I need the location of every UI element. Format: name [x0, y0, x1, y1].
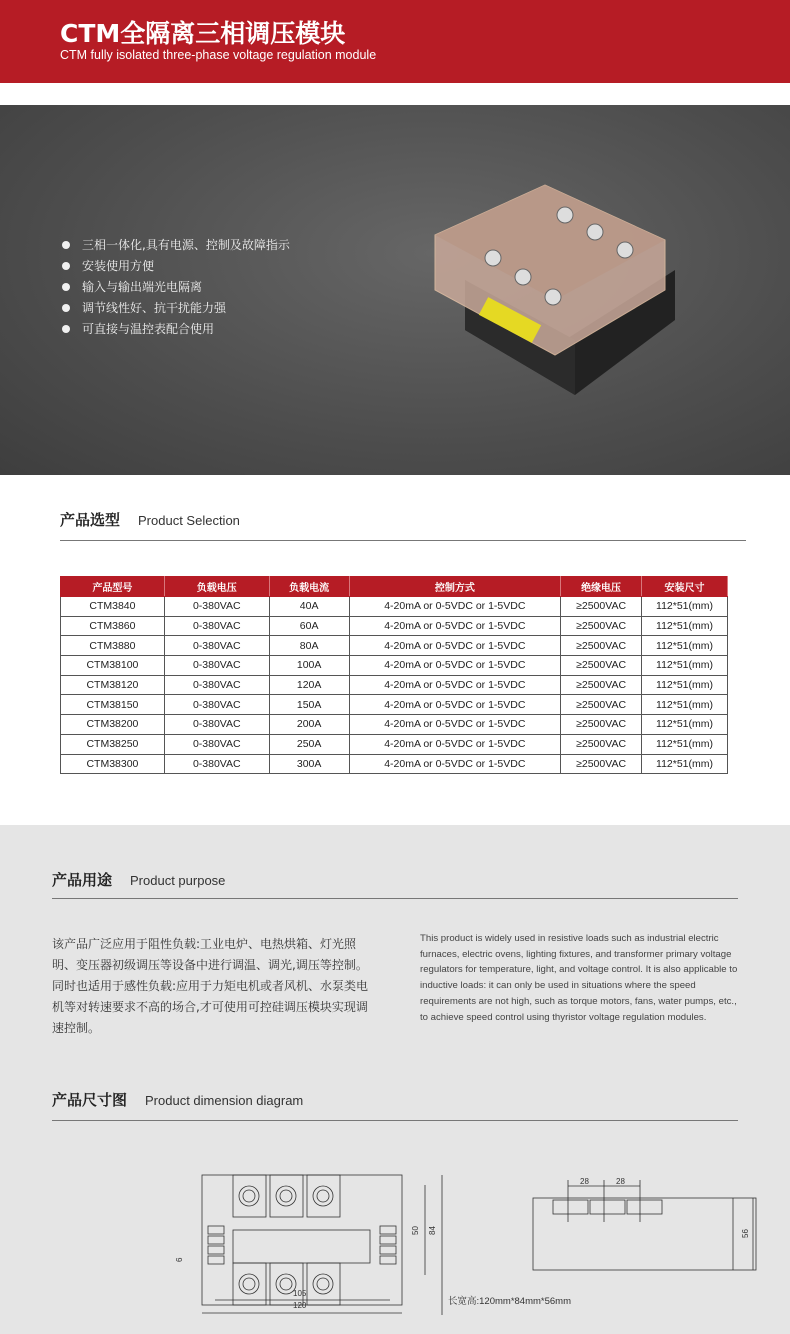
- table-cell: CTM38300: [61, 754, 165, 774]
- table-cell: 4-20mA or 0-5VDC or 1-5VDC: [349, 754, 561, 774]
- column-header: 控制方式: [349, 577, 561, 597]
- dimension-caption: 长宽高:120mm*84mm*56mm: [448, 1296, 571, 1307]
- dim-label: 105: [293, 1289, 307, 1298]
- table-cell: 112*51(mm): [642, 597, 728, 617]
- feature-item: [60, 236, 290, 253]
- table-cell: 4-20mA or 0-5VDC or 1-5VDC: [349, 695, 561, 715]
- hero-section: [0, 105, 790, 475]
- table-cell: 60A: [269, 616, 349, 636]
- table-cell: 0-380VAC: [164, 636, 269, 656]
- table-cell: 0-380VAC: [164, 597, 269, 617]
- table-cell: 112*51(mm): [642, 695, 728, 715]
- table-cell: ≥2500VAC: [561, 656, 642, 676]
- divider: [60, 540, 746, 541]
- table-row: [61, 675, 728, 695]
- table-cell: 4-20mA or 0-5VDC or 1-5VDC: [349, 636, 561, 656]
- table-cell: 112*51(mm): [642, 754, 728, 774]
- table-cell: 100A: [269, 656, 349, 676]
- table-cell: ≥2500VAC: [561, 597, 642, 617]
- feature-text: 调节线性好、抗干扰能力强: [82, 301, 227, 315]
- table-cell: 4-20mA or 0-5VDC or 1-5VDC: [349, 616, 561, 636]
- dimension-diagram: [170, 1150, 750, 1320]
- table-row: [61, 636, 728, 656]
- column-header: 产品型号: [61, 577, 165, 597]
- table-cell: ≥2500VAC: [561, 695, 642, 715]
- dim-label: 28: [580, 1177, 589, 1186]
- purpose-text-en: This product is widely used in resistive loads such as industrial electric furnaces, electric ovens, lighting fixtures, and transformer primary voltage regulators for temperature, light, and voltage control. It is also applicable to inductive loads: it can only be used in situations where the speed requirements are not high, such as torque motors, fans, water pumps, etc., to achieve speed control using thyristor voltage regulation modules.: [420, 933, 738, 1023]
- bullet-icon: [62, 262, 70, 270]
- table-cell: ≥2500VAC: [561, 675, 642, 695]
- table-cell: 0-380VAC: [164, 734, 269, 754]
- dim-label: 28: [616, 1177, 625, 1186]
- table-cell: 0-380VAC: [164, 656, 269, 676]
- table-cell: 4-20mA or 0-5VDC or 1-5VDC: [349, 715, 561, 735]
- section-title-purpose: [52, 869, 225, 890]
- title-cn: 产品选型: [60, 511, 121, 529]
- table-cell: CTM38120: [61, 675, 165, 695]
- table-cell: 112*51(mm): [642, 675, 728, 695]
- table-cell: 0-380VAC: [164, 715, 269, 735]
- table-cell: CTM38150: [61, 695, 165, 715]
- table-cell: CTM3860: [61, 616, 165, 636]
- table-cell: 0-380VAC: [164, 695, 269, 715]
- title-en: Product dimension diagram: [145, 1093, 304, 1108]
- divider: [52, 898, 738, 899]
- bullet-icon: [62, 283, 70, 291]
- table-cell: ≥2500VAC: [561, 636, 642, 656]
- feature-item: [60, 257, 154, 274]
- feature-text: 安装使用方便: [82, 259, 155, 273]
- table-cell: 4-20mA or 0-5VDC or 1-5VDC: [349, 597, 561, 617]
- product-image: [425, 180, 675, 405]
- column-header: 负载电压: [164, 577, 269, 597]
- table-cell: CTM38250: [61, 734, 165, 754]
- table-row: [61, 695, 728, 715]
- table-row: [61, 734, 728, 754]
- table-cell: 4-20mA or 0-5VDC or 1-5VDC: [349, 656, 561, 676]
- header-banner: [0, 0, 790, 83]
- product-selection-table: [60, 576, 728, 774]
- table-cell: 0-380VAC: [164, 754, 269, 774]
- bullet-icon: [62, 304, 70, 312]
- table-row: [61, 754, 728, 774]
- table-cell: ≥2500VAC: [561, 715, 642, 735]
- table-row: [61, 656, 728, 676]
- purpose-text-cn: 该产品广泛应用于阻性负载:工业电炉、电热烘箱、灯光照明、变压器初级调压等设备中进行调温、调光,调压等控制。同时也适用于感性负载:应用于力矩电机或者风机、水泵类电机等对转速要求不高的场合,才可使用可控硅调压模块实现调速控制。: [52, 937, 369, 1035]
- title-cn: 产品尺寸图: [52, 1091, 128, 1109]
- divider: [52, 1120, 738, 1121]
- page-title: CTM全隔离三相调压模块: [60, 19, 346, 48]
- table-cell: 250A: [269, 734, 349, 754]
- table-cell: 4-20mA or 0-5VDC or 1-5VDC: [349, 675, 561, 695]
- column-header: 负载电流: [269, 577, 349, 597]
- table-cell: CTM3840: [61, 597, 165, 617]
- section-title-dimension: [52, 1089, 303, 1110]
- table-cell: 112*51(mm): [642, 616, 728, 636]
- table-cell: 120A: [269, 675, 349, 695]
- dim-label: 6: [175, 1257, 184, 1262]
- dim-label: 120: [293, 1301, 307, 1310]
- title-cn: 产品用途: [52, 871, 113, 889]
- feature-text: 输入与输出端光电隔离: [82, 280, 203, 294]
- table-cell: 0-380VAC: [164, 675, 269, 695]
- table-cell: 80A: [269, 636, 349, 656]
- table-cell: 40A: [269, 597, 349, 617]
- section-title-selection: [60, 509, 240, 530]
- table-cell: ≥2500VAC: [561, 734, 642, 754]
- bullet-icon: [62, 241, 70, 249]
- table-cell: 300A: [269, 754, 349, 774]
- column-header: 安装尺寸: [642, 577, 728, 597]
- table-row: [61, 715, 728, 735]
- column-header: 绝缘电压: [561, 577, 642, 597]
- dim-label: 56: [741, 1229, 750, 1238]
- feature-text: 三相一体化,具有电源、控制及故障指示: [82, 238, 290, 252]
- dim-label: 84: [428, 1226, 437, 1235]
- table-cell: CTM38200: [61, 715, 165, 735]
- table-header-row: [61, 577, 728, 597]
- title-en: Product Selection: [138, 513, 240, 528]
- table-cell: 0-380VAC: [164, 616, 269, 636]
- feature-text: 可直接与温控表配合使用: [82, 322, 215, 336]
- table-cell: 4-20mA or 0-5VDC or 1-5VDC: [349, 734, 561, 754]
- table-cell: 112*51(mm): [642, 734, 728, 754]
- table-cell: CTM3880: [61, 636, 165, 656]
- feature-item: [60, 320, 214, 337]
- feature-item: [60, 278, 202, 295]
- bullet-icon: [62, 325, 70, 333]
- dim-label: 50: [411, 1226, 420, 1235]
- table-cell: 112*51(mm): [642, 636, 728, 656]
- table-cell: 200A: [269, 715, 349, 735]
- table-row: [61, 616, 728, 636]
- table-cell: ≥2500VAC: [561, 754, 642, 774]
- page-subtitle: CTM fully isolated three-phase voltage regulation module: [60, 48, 377, 62]
- feature-item: [60, 299, 226, 316]
- table-row: [61, 597, 728, 617]
- table-cell: 112*51(mm): [642, 715, 728, 735]
- table-cell: 150A: [269, 695, 349, 715]
- title-en: Product purpose: [130, 873, 226, 888]
- table-cell: ≥2500VAC: [561, 616, 642, 636]
- table-cell: CTM38100: [61, 656, 165, 676]
- table-cell: 112*51(mm): [642, 656, 728, 676]
